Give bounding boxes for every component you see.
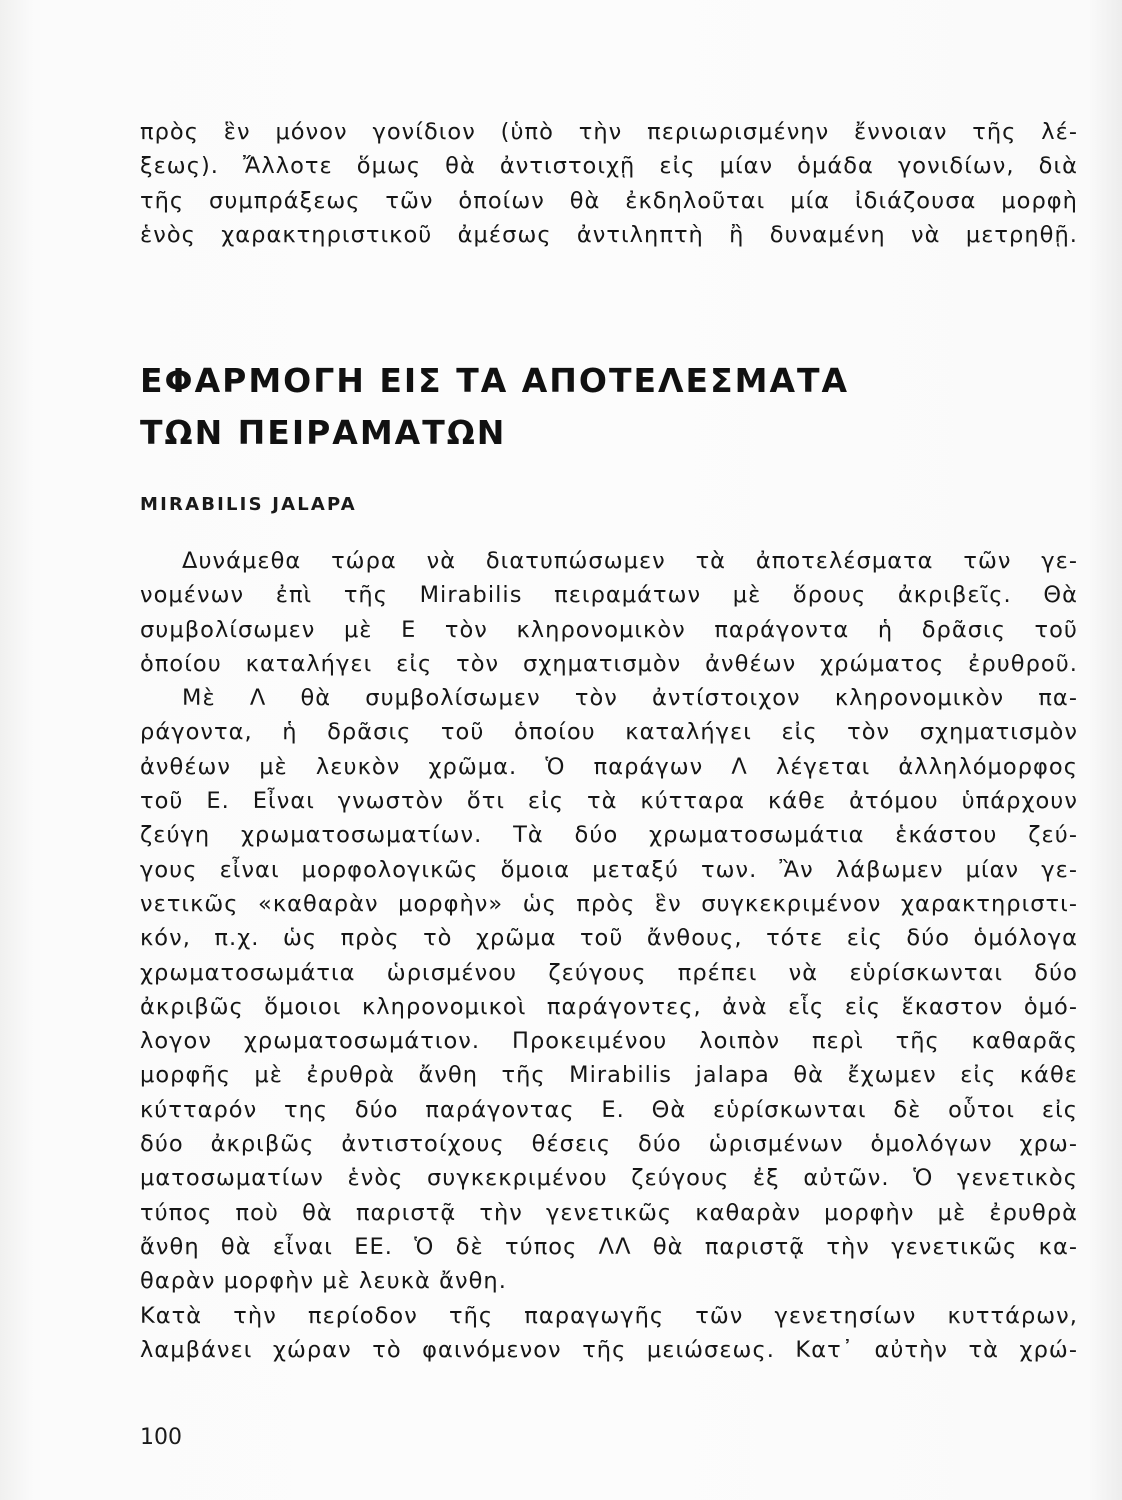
body-text xyxy=(140,544,1078,1367)
text-line: λαμβάνει χώραν τὸ φαινόμενον τῆς μειώσεως. Κατ᾽ αὐτὴν τὰ χρώ- xyxy=(140,1336,1078,1363)
text-line: τῆς συμπράξεως τῶν ὁποίων θὰ ἐκδηλοῦται μία ἰδιάζουσα μορφὴ xyxy=(140,187,1078,214)
text-line: Μὲ Λ θὰ συμβολίσωμεν τὸν ἀντίστοιχον κληρονομικὸν πα- xyxy=(182,685,1078,712)
text-line: συμβολίσωμεν μὲ Ε τὸν κληρονομικὸν παράγοντα ἡ δρᾶσις τοῦ xyxy=(140,616,1078,643)
text-line: ἄνθη θὰ εἶναι ΕΕ. Ὁ δὲ τύπος ΛΛ θὰ παριστᾷ τὴν γενετικῶς κα- xyxy=(140,1233,1078,1260)
text-line: κόν, π.χ. ὡς πρὸς τὸ χρῶμα τοῦ ἄνθους, τότε εἰς δύο ὁμόλογα xyxy=(140,925,1078,952)
heading-line-2: ΤΩΝ ΠΕΙΡΑΜΑΤΩΝ xyxy=(140,413,507,452)
text-line: ματοσωματίων ἑνὸς συγκεκριμένου ζεύγους ἐξ αὐτῶν. Ὁ γενετικὸς xyxy=(140,1165,1078,1192)
text-line: ράγοντα, ἡ δρᾶσις τοῦ ὁποίου καταλήγει εἰς τὸν σχηματισμὸν xyxy=(140,719,1078,746)
text-line: τοῦ Ε. Εἶναι γνωστὸν ὅτι εἰς τὰ κύτταρα κάθε ἀτόμου ὑπάρχουν xyxy=(140,788,1078,815)
text-line: ὁποίου καταλήγει εἰς τὸν σχηματισμὸν ἀνθέων χρώματος ἐρυθροῦ. xyxy=(140,650,1078,677)
text-line: πρὸς ἓν μόνον γονίδιον (ὑπὸ τὴν περιωρισμένην ἔννοιαν τῆς λέ- xyxy=(140,119,1078,145)
text-line: τύπος ποὺ θὰ παριστᾷ τὴν γενετικῶς καθαρὰν μορφὴν μὲ ἐρυθρὰ xyxy=(140,1199,1078,1226)
text-line: λογον χρωματοσωμάτιον. Προκειμένου λοιπὸν περὶ τῆς καθαρᾶς xyxy=(140,1028,1078,1055)
page-number: 100 xyxy=(140,1425,182,1450)
text-line: ξεως). Ἄλλοτε ὅμως θὰ ἀντιστοιχῇ εἰς μίαν ὁμάδα γονιδίων, διὰ xyxy=(140,153,1078,180)
text-line: δύο ἀκριβῶς ἀντιστοίχους θέσεις δύο ὡρισμένων ὁμολόγων χρω- xyxy=(140,1131,1078,1158)
text-line: ἀκριβῶς ὅμοιοι κληρονομικοὶ παράγοντες, ἀνὰ εἷς εἰς ἕκαστον ὁμό- xyxy=(140,993,1078,1020)
text-line: ζεύγη χρωματοσωματίων. Τὰ δύο χρωματοσωμάτια ἑκάστου ζεύ- xyxy=(140,822,1078,849)
subsection-heading: MIRABILIS JALAPA xyxy=(140,494,357,515)
intro-paragraph xyxy=(140,115,1078,252)
text-line: νομένων ἐπὶ τῆς Mirabilis πειραμάτων μὲ ὅρους ἀκριβεῖς. Θὰ xyxy=(140,582,1078,609)
text-line: γους εἶναι μορφολογικῶς ὅμοια μεταξύ των. Ἂν λάβωμεν μίαν γε- xyxy=(140,856,1078,883)
text-line: θαρὰν μορφὴν μὲ λευκὰ ἄνθη. xyxy=(140,1268,507,1295)
text-line: ἑνὸς χαρακτηριστικοῦ ἀμέσως ἀντιληπτὴ ἢ δυναμένη νὰ μετρηθῇ. xyxy=(140,221,1078,248)
text-line: ἀνθέων μὲ λευκὸν χρῶμα. Ὁ παράγων Λ λέγεται ἀλληλόμορφος xyxy=(140,753,1078,780)
text-line: νετικῶς «καθαρὰν μορφὴν» ὡς πρὸς ἓν συγκεκριμένον χαρακτηριστι- xyxy=(140,890,1078,917)
text-line: Κατὰ τὴν περίοδον τῆς παραγωγῆς τῶν γενετησίων κυττάρων, xyxy=(140,1302,1078,1329)
text-line: μορφῆς μὲ ἐρυθρὰ ἄνθη τῆς Mirabilis jalapa θὰ ἔχωμεν εἰς κάθε xyxy=(140,1062,1078,1089)
section-heading xyxy=(140,355,849,459)
text-line: Δυνάμεθα τώρα νὰ διατυπώσωμεν τὰ ἀποτελέσματα τῶν γε- xyxy=(182,548,1078,574)
text-line: χρωματοσωμάτια ὡρισμένου ζεύγους πρέπει νὰ εὑρίσκωνται δύο xyxy=(140,959,1078,986)
text-line: κύτταρόν της δύο παράγοντας Ε. Θὰ εὑρίσκωνται δὲ οὗτοι εἰς xyxy=(140,1096,1078,1123)
heading-line-1: ΕΦΑΡΜΟΓΗ ΕΙΣ ΤΑ ΑΠΟΤΕΛΕΣΜΑΤΑ xyxy=(140,361,850,400)
